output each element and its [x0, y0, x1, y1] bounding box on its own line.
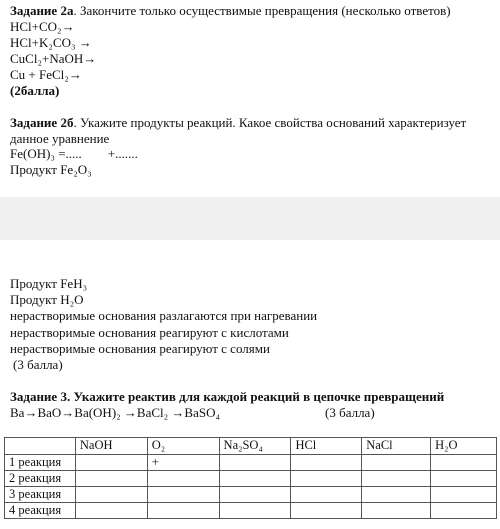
table-cell[interactable] [147, 471, 219, 487]
reaction-3: CuCl₂+NaOH→ [10, 51, 97, 66]
table-cell: 2 реакция [5, 471, 76, 487]
table-cell[interactable] [431, 503, 497, 519]
table-cell[interactable] [291, 503, 362, 519]
option-item: Продукт H₂O [10, 292, 84, 307]
table-cell[interactable] [291, 487, 362, 503]
reagent-table [4, 437, 497, 519]
task-2b-product: Продукт Fe₂O₃ [10, 162, 92, 177]
table-cell[interactable] [147, 503, 219, 519]
table-cell[interactable] [362, 503, 431, 519]
table-row [5, 487, 497, 503]
table-cell[interactable] [431, 471, 497, 487]
task-2b-text: . Укажите продукты реакций. Какое свойства оснований характеризует [73, 115, 467, 130]
task-2a-text: . Закончите только осуществимые превращения (несколько ответов) [73, 3, 451, 18]
table-cell[interactable] [362, 471, 431, 487]
table-cell[interactable] [147, 487, 219, 503]
table-header-cell: HCl [291, 438, 362, 455]
task-2b-label: Задание 2б [10, 115, 74, 130]
table-cell[interactable] [219, 455, 291, 471]
reaction-4: Cu + FeCl₂→ [10, 67, 82, 82]
table-cell[interactable] [431, 487, 497, 503]
table-cell[interactable] [75, 503, 147, 519]
table-cell[interactable]: + [147, 455, 219, 471]
task-2b-text-2: данное уравнение [10, 131, 110, 146]
option-item: Продукт FeH₃ [10, 276, 88, 291]
task-3-title: Задание 3. Укажите реактив для каждой реакций в цепочке превращений [10, 389, 445, 404]
table-cell[interactable] [219, 487, 291, 503]
table-cell[interactable] [362, 455, 431, 471]
table-row [5, 455, 497, 471]
table-cell[interactable] [75, 471, 147, 487]
table-header-cell: H₂O [431, 438, 497, 455]
table-header-cell: Na₂SO₄ [219, 438, 291, 455]
task-2a-2b-panel [0, 0, 500, 197]
table-cell[interactable] [291, 471, 362, 487]
table-cell[interactable] [291, 455, 362, 471]
option-item: нерастворимые основания реагируют с солями [10, 341, 270, 356]
table-header-row [5, 438, 497, 455]
option-item: нерастворимые основания разлагаются при нагревании [10, 308, 318, 323]
table-cell[interactable] [75, 455, 147, 471]
reaction-1: HCl+CO₂→ [10, 19, 75, 34]
task-2a-label: Задание 2а [10, 3, 74, 18]
table-cell[interactable] [219, 471, 291, 487]
task-3-chain: Ba→BaO→Ba(OH)₂ →BaCl₂ →BaSO₄ [10, 405, 221, 420]
table-header-cell: O₂ [147, 438, 219, 455]
option-item: нерастворимые основания реагируют с кислотами [10, 325, 289, 340]
table-cell[interactable] [362, 487, 431, 503]
table-header-cell [5, 438, 76, 455]
task-2a-heading [10, 3, 451, 19]
table-cell[interactable] [431, 455, 497, 471]
task-2b-equation: Fe(OH)₃ =..... +....... [10, 146, 138, 161]
task-2b-heading [10, 115, 466, 131]
table-header-cell: NaCl [362, 438, 431, 455]
table-row [5, 503, 497, 519]
table-cell: 3 реакция [5, 487, 76, 503]
table-cell: 1 реакция [5, 455, 76, 471]
table-cell: 4 реакция [5, 503, 76, 519]
task-2a-points: (2балла) [10, 83, 60, 98]
options-points: (3 балла) [13, 357, 63, 372]
page-separator [0, 197, 500, 240]
table-cell[interactable] [75, 487, 147, 503]
table-cell[interactable] [219, 503, 291, 519]
reaction-2: HCl+K₂CO₃ → [10, 35, 92, 50]
task-3-points: (3 балла) [325, 405, 375, 420]
table-header-cell: NaOH [75, 438, 147, 455]
table-row [5, 471, 497, 487]
